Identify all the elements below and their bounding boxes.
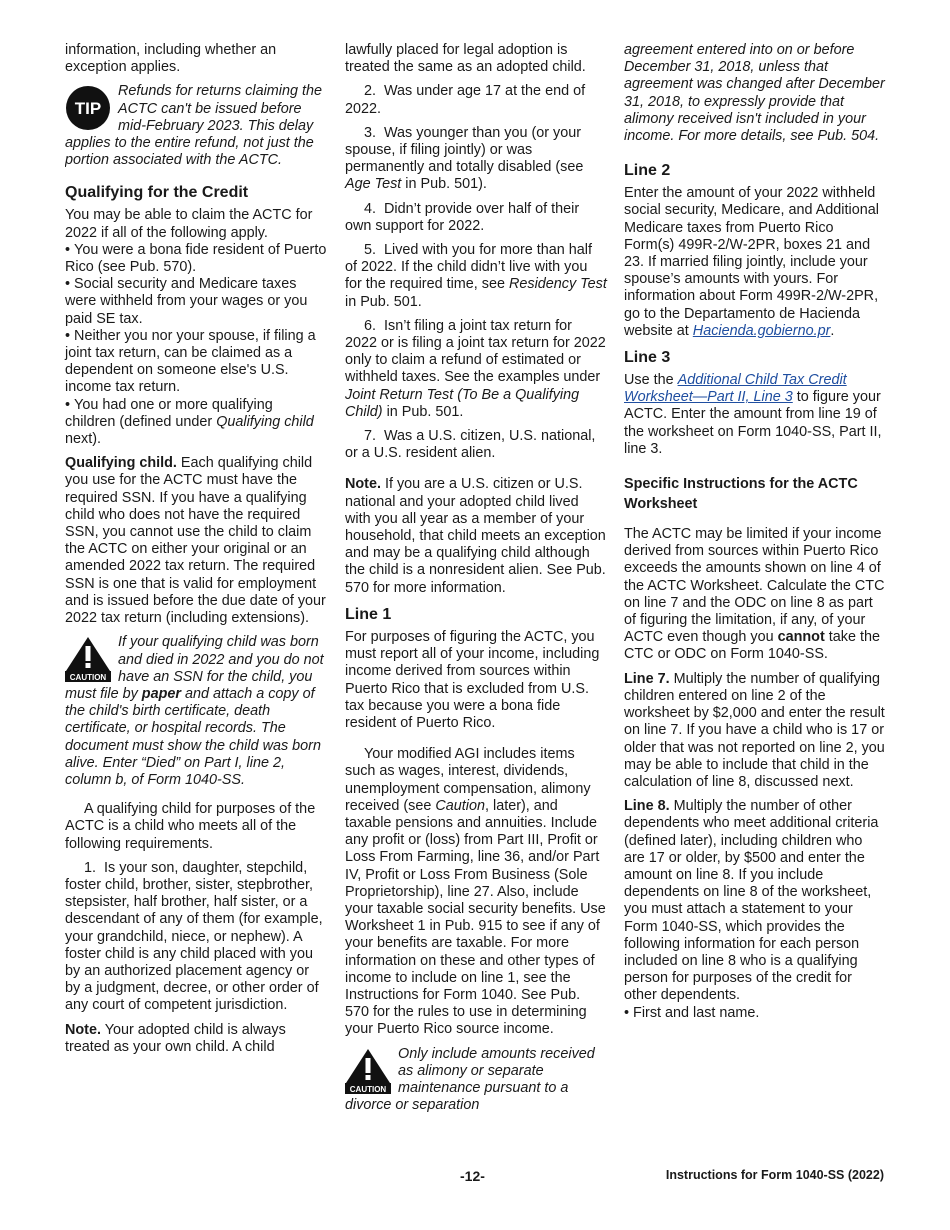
run-in-heading: Line 7. xyxy=(624,670,670,687)
caution-box xyxy=(65,634,327,789)
svg-text:TIP: TIP xyxy=(74,99,102,119)
svg-text:CAUTION: CAUTION xyxy=(349,1084,387,1094)
line-7-paragraph: Line 7. Multiply the number of qualifying children entered on line 2 of the worksheet by $2,000 and enter the result on line 7. If you have a child who is 17 or older that was not reported on line 2, you may be able to include that child in the calculation of line 8, discussed next. xyxy=(624,670,885,790)
bullet-item: • Social security and Medicare taxes were withheld from your wages or you paid SE tax. xyxy=(65,276,327,328)
paragraph: Enter the amount of your 2022 withheld social security, Medicare, and Additional Medicare taxes from Puerto Rico Form(s) 499R-2/W-2PR, boxes 21 and 23. If married filing jointly, include your spouse’s amounts with yours. For information about Form 499R-2/W-2PR, go to the Departamento de Hacienda website at Hacienda.gobierno.pr. xyxy=(624,185,879,339)
requirement-3: 3. Was younger than you (or your spouse, if filing jointly) or was permanently and totally disabled (see Age Test in Pub. 501). xyxy=(345,124,584,193)
caution-icon xyxy=(345,1048,391,1094)
caution-text: Only include amounts received as alimony or separate maintenance pursuant to a divorce or separation xyxy=(345,1045,595,1114)
svg-text:CAUTION: CAUTION xyxy=(69,673,107,683)
paragraph: For purposes of figuring the ACTC, you must report all of your income, including income derived from sources within Puerto Rico that is excluded from U.S. tax because you were a bona fide resident of Puerto Rico. xyxy=(345,628,600,731)
column-2 xyxy=(345,42,607,1126)
paragraph: information, including whether an exception applies. xyxy=(65,42,277,76)
bullet-item: • You had one or more qualifying children (defined under Qualifying child next). xyxy=(65,397,327,449)
requirement-6: 6. Isn’t filing a joint tax return for 2022 or is filing a joint tax return for 2022 only to claim a refund of estimated or withheld taxes. See the examples under Joint Return Test (To Be a Qualifying Child) in Pub. 501. xyxy=(345,317,606,420)
column-1 xyxy=(65,42,327,1063)
tip-icon xyxy=(65,85,111,131)
note-paragraph: Note. Your adopted child is always treated as your own child. A child xyxy=(65,1021,286,1055)
run-in-heading: Note. xyxy=(65,1021,101,1038)
requirement-1: 1. Is your son, daughter, stepchild, foster child, brother, sister, stepbrother, stepsister, half brother, half sister, or a descendant of any of them (for example, your grandchild, niece, or nephew). A foster child is any child placed with you by an authorized placement agency or by a judgment, decree, or other order of any court of competent jurisdiction. xyxy=(65,859,323,1014)
caution-icon xyxy=(65,636,111,682)
run-in-heading: Line 8. xyxy=(624,798,670,815)
tip-box xyxy=(65,83,327,169)
column-3 xyxy=(624,42,886,1022)
run-in-heading: Note. xyxy=(345,476,381,493)
actc-worksheet-link[interactable]: Additional Child Tax Credit Worksheet—Part II, Line 3 xyxy=(624,372,847,406)
heading-line-3: Line 3 xyxy=(624,349,671,367)
heading-qualifying-for-credit: Qualifying for the Credit xyxy=(65,184,249,202)
paragraph: Use the Additional Child Tax Credit Worksheet—Part II, Line 3 to figure your ACTC. Enter the amount from line 19 of the worksheet on Form 1040-SS, Part II, line 3. xyxy=(624,372,882,457)
heading-specific-instructions: Specific Instructions for the ACTC Worksheet xyxy=(624,476,858,513)
requirement-5: 5. Lived with you for more than half of 2022. If the child didn’t live with you for the required time, see Residency Test in Pub. 501. xyxy=(345,242,607,310)
note-paragraph: Note. If you are a U.S. citizen or U.S. national and your adopted child lived with you all year as a member of your household, that child meets an exception and may be a qualifying child although the child is a nonresident alien. See Pub. 570 for more information. xyxy=(345,476,606,596)
paragraph: You may be able to claim the ACTC for 2022 if all of the following apply. xyxy=(65,207,313,241)
paragraph: A qualifying child for purposes of the ACTC is a child who meets all of the following requirements. xyxy=(65,801,316,852)
caution-text-continued: agreement entered into on or before December 31, 2018, unless that agreement was changed after December 31, 2018, to expressly provide that alimony received isn't included in your income. For more details, see Pub. 504. xyxy=(624,42,885,145)
paragraph: Your modified AGI includes items such as wages, interest, dividends, unemployment compensation, alimony received (see Caution, later), and taxable pensions and annuities. Include any profit or (loss) from Part III, Profit or Loss From Farming, line 36, and/or Part IV, Profit or Loss From Business (Sole Proprietorship), line 27. Also, include your taxable social security benefits. Use Worksheet 1 in Pub. 915 to see if any of your benefits are taxable. For more information on these and other types of income to include on line 1, see the Instructions for Form 1040. See Pub. 570 for the rules to use in determining your Puerto Rico source income. xyxy=(345,746,606,1038)
footer-form-title: Instructions for Form 1040-SS (2022) xyxy=(665,1168,884,1182)
bullet-item: • You were a bona fide resident of Puerto Rico (see Pub. 570). xyxy=(65,242,327,276)
heading-line-1: Line 1 xyxy=(345,605,392,623)
caution-box xyxy=(345,1046,607,1115)
hacienda-link[interactable]: Hacienda.gobierno.pr xyxy=(692,322,831,339)
requirement-2: 2. Was under age 17 at the end of 2022. xyxy=(345,83,586,117)
requirement-4: 4. Didn’t provide over half of their own support for 2022. xyxy=(345,200,580,234)
paragraph: The ACTC may be limited if your income derived from sources within Puerto Rico exceeds the amounts shown on line 4 of the ACTC Worksheet. Calculate the CTC on line 7 and the ODC on line 8 as part of figuring the limitation, if any, of your ACTC even though you cannot take the CTC or ODC on Form 1040-SS. xyxy=(624,526,885,663)
caution-text: If your qualifying child was born and died in 2022 and you do not have an SSN for the child, you must file by paper and attach a copy of the child's birth certificate, death certificate, or hospital records. The document must show the child was born alive. Enter “Died” on Part I, line 2, column b, of Form 1040-SS. xyxy=(65,634,324,788)
heading-line-2: Line 2 xyxy=(624,162,671,180)
bullet-item: • First and last name. xyxy=(624,1005,886,1022)
bullet-item: • Neither you nor your spouse, if filing a joint tax return, can be claimed as a dependent on someone else's U.S. income tax return. xyxy=(65,328,327,397)
paragraph: lawfully placed for legal adoption is treated the same as an adopted child. xyxy=(345,42,586,76)
tip-text: Refunds for returns claiming the ACTC can't be issued before mid-February 2023. This delay applies to the entire refund, not just the portion associated with the ACTC. xyxy=(65,83,322,169)
run-in-heading: Qualifying child. xyxy=(65,455,177,472)
page-number: -12- xyxy=(460,1168,485,1184)
requirement-7: 7. Was a U.S. citizen, U.S. national, or a U.S. resident alien. xyxy=(345,428,596,462)
line-8-paragraph: Line 8. Multiply the number of other dependents who meet additional criteria (defined later), including children who are 17 or older, by $500 and enter the amount on line 8. If you include dependents on line 8 of the worksheet, you must attach a statement to your Form 1040-SS, which provides the following information for each person included on line 8 who is a qualifying person for purposes of the credit for other dependents. xyxy=(624,798,879,1004)
qualifying-child-paragraph: Qualifying child. Each qualifying child you use for the ACTC must have the required SSN. If you have a qualifying child who does not have the required SSN, you cannot use the child to claim the ACTC on either your original or an amended 2022 tax return. The required SSN is one that is valid for employment and is issued before the due date of your 2022 tax return (including extensions). xyxy=(65,455,326,627)
